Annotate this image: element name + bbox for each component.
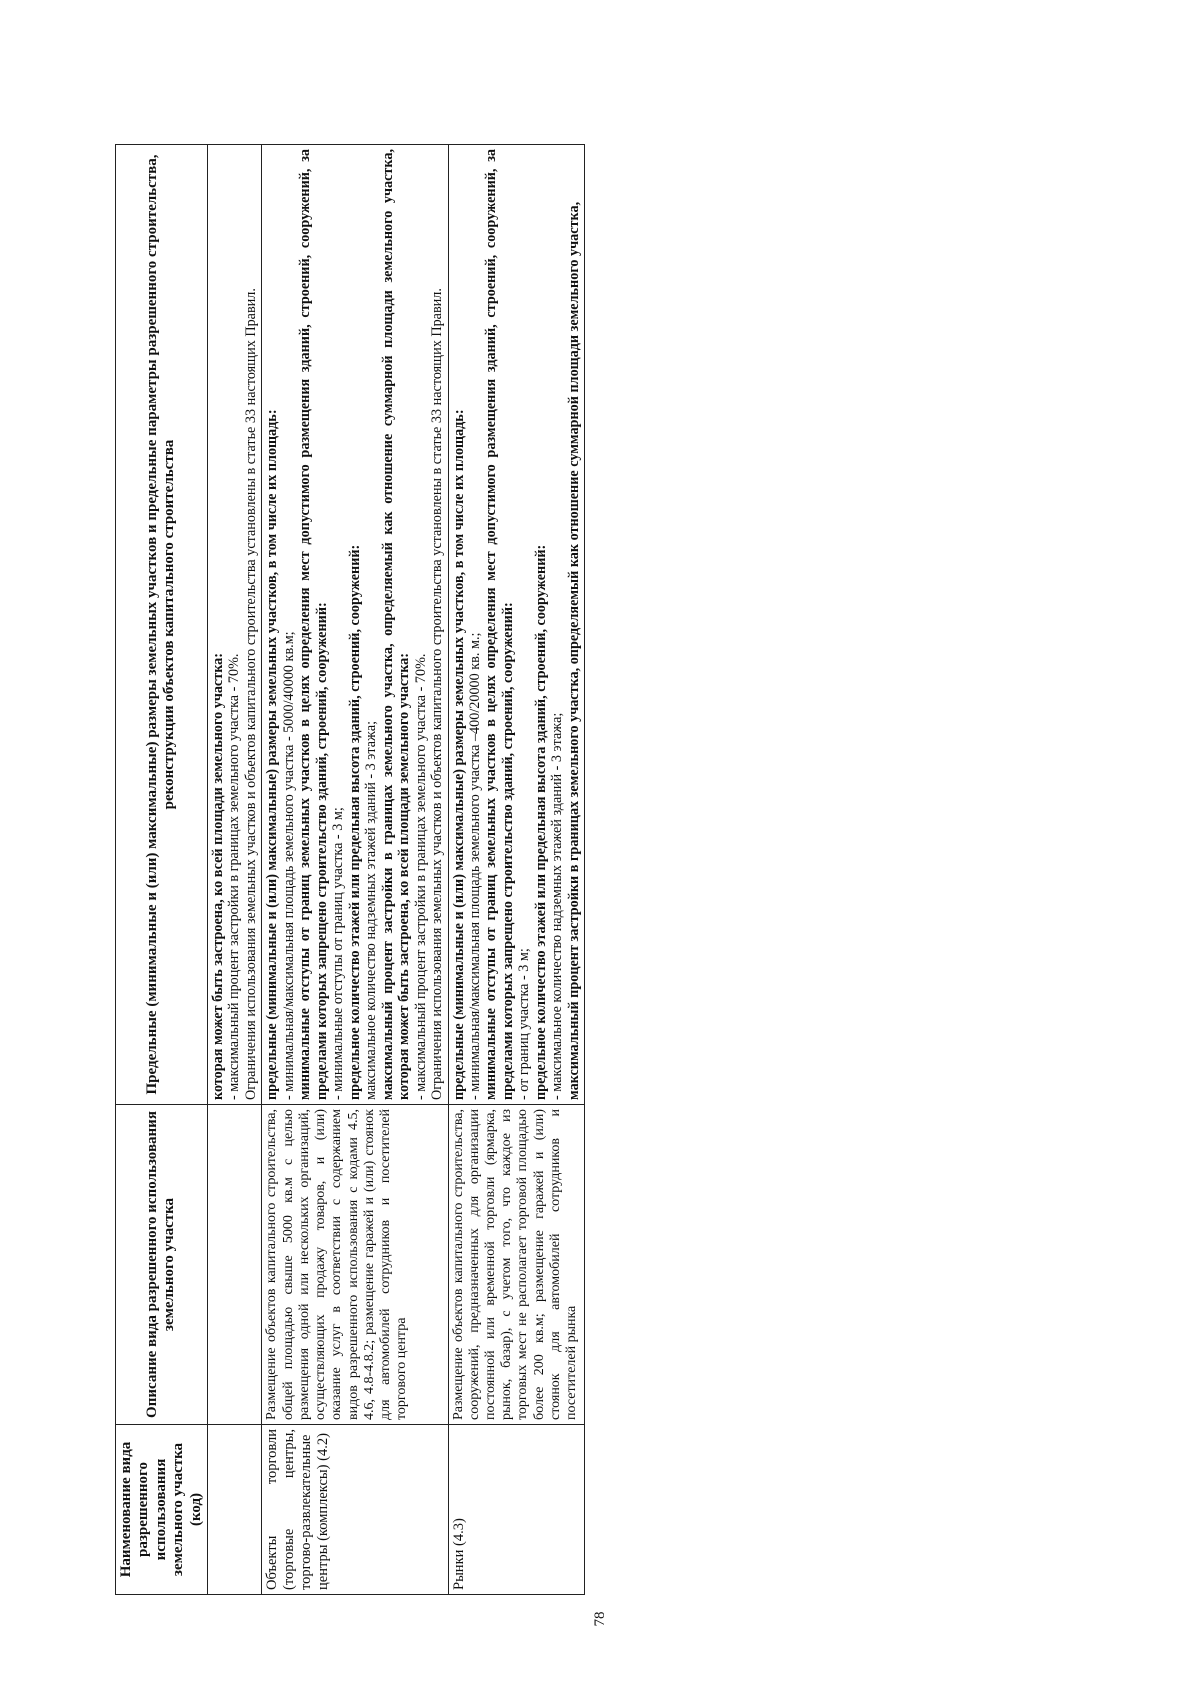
parameter-line: максимальный процент застройки в границах земельного участка, определяемый как отношение суммарной площади земельного участка,	[565, 201, 582, 1100]
table-row	[207, 145, 261, 1595]
page-number-holder	[115, 1609, 1085, 1629]
parameter-line: минимальные отступы от границ земельных участков в целях определения мест допустимого размещения зданий, строений, сооружений, за пределами которых запрещено строительство зданий, строений, сооружений:	[483, 149, 516, 1100]
rotated-content	[115, 145, 1085, 1627]
parameter-line: - от границ участка - 3 м;	[516, 948, 533, 1100]
parameter-line: - минимальная/максимальная площадь земельного участка - 5000/40000 кв.м;	[280, 631, 297, 1100]
parameter-line: максимальное количество надземных этажей зданий - 3 этажа;	[363, 720, 380, 1100]
use-description-cell	[207, 1105, 261, 1425]
parameter-line: Ограничения использования земельных участков и объектов капитального строительства установлены в статье 33 настоящих Правил.	[242, 288, 259, 1100]
parameters-cell	[448, 145, 585, 1105]
table-row	[262, 145, 448, 1595]
parameter-line: предельное количество этажей или предельная высота зданий, строений, сооружений:	[346, 544, 363, 1100]
parameters-cell	[262, 145, 448, 1105]
zoning-table	[115, 144, 585, 1595]
table-header-row	[116, 145, 208, 1595]
parameter-line: - максимальный процент застройки в границах земельного участка - 70%.	[412, 653, 429, 1100]
table-row	[448, 145, 585, 1595]
header-use-description: Описание вида разрешенного использования земельного участка	[116, 1105, 208, 1425]
parameter-line: - максимальный процент застройки в границах земельного участка - 70%.	[226, 653, 243, 1100]
use-name-cell: Объекты торговли (торговые центры, торгово-развлекательные центры (комплексы) (4.2)	[262, 1425, 448, 1595]
parameter-line: - максимальное количество надземных этажей зданий - 3 этажа;	[549, 712, 566, 1100]
parameter-line: - минимальные отступы от границ участка - 3 м;	[330, 807, 347, 1100]
use-description-cell: Размещение объектов капитального строительства, сооружений, предназначенных для организации постоянной или временной торговли (ярмарка, рынок, базар), с учетом того, что каждое из торговых мест не располагает торговой площадью более 200 кв.м; размещение гаражей и (или) стоянок для автомобилей сотрудников и посетителей рынка	[448, 1105, 585, 1425]
use-name-cell: Рынки (4.3)	[448, 1425, 585, 1595]
use-description-cell: Размещение объектов капитального строительства, общей площадью свыше 5000 кв.м с целью размещения одной или нескольких организаций, осуществляющих продажу товаров, и (или) оказание услуг в соответствии с содержанием видов разрешенного использования с кодами 4.5, 4.6, 4.8-4.8.2; размещение гаражей и (или) стоянок для автомобилей сотрудников и посетителей торгового центра	[262, 1105, 448, 1425]
header-limit-parameters: Предельные (минимальные и (или) максимальные) размеры земельных участков и предельные параметры разрешенного строительства, реконструкции объектов капитального строительства	[116, 145, 208, 1105]
parameter-line: предельные (минимальные и (или) максимальные) размеры земельных участков, в том числе их площадь:	[450, 409, 467, 1100]
parameter-line: которая может быть застроена, ко всей площади земельного участка:	[209, 653, 226, 1100]
page-number: 78	[591, 1611, 608, 1627]
parameters-cell	[207, 145, 261, 1105]
use-name-cell	[207, 1425, 261, 1595]
parameter-line: - минимальная/максимальная площадь земельного участка –400/20000 кв. м.;	[466, 632, 483, 1100]
parameter-line: предельное количество этажей или предельная высота зданий, строений, сооружений:	[532, 544, 549, 1100]
parameter-line: предельные (минимальные и (или) максимальные) размеры земельных участков, в том числе их площадь:	[264, 409, 281, 1100]
header-use-name: Наименование вида разрешенного использования земельного участка (код)	[116, 1425, 208, 1595]
parameter-line: Ограничения использования земельных участков и объектов капитального строительства установлены в статье 33 настоящих Правил.	[429, 288, 446, 1100]
parameter-line: максимальный процент застройки в границах земельного участка, определяемый как отношение суммарной площади земельного участка, которая может быть застроена, ко всей площади земельного участка:	[379, 149, 413, 1100]
parameter-line: минимальные отступы от границ земельных участков в целях определения мест допустимого размещения зданий, строений, сооружений, за пределами которых запрещено строительство зданий, строений, сооружений:	[297, 149, 330, 1100]
